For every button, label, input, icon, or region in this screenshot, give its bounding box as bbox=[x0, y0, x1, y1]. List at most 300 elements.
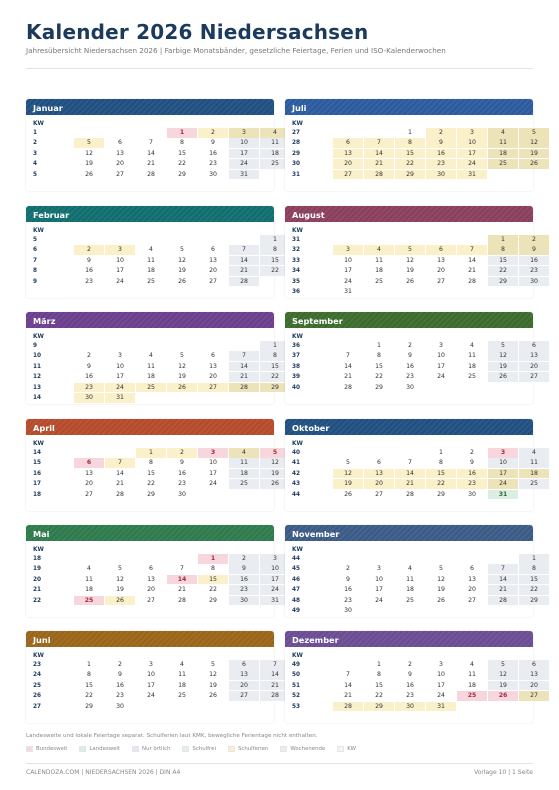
week-row bbox=[26, 479, 279, 489]
day-cell: 4 bbox=[470, 342, 474, 349]
day-cell: 21 bbox=[488, 585, 518, 595]
week-row bbox=[285, 128, 536, 138]
day-cell: 15 bbox=[488, 256, 518, 266]
day-cell: 23 bbox=[344, 596, 352, 604]
day-cell: 10 bbox=[344, 256, 352, 264]
week-row bbox=[26, 691, 279, 701]
day-cell: 10 bbox=[488, 458, 518, 468]
day-cell: 15 bbox=[375, 681, 383, 689]
legend-item bbox=[79, 746, 120, 752]
day-cell: 29 bbox=[147, 490, 155, 498]
footnote: Landesweite und lokale Feiertage separat. Schulferien laut KMK, bewegliche Ferientage nicht enthalten. bbox=[26, 733, 318, 739]
day-cell: 30 bbox=[229, 596, 259, 606]
month-panel bbox=[26, 312, 279, 404]
day-cell bbox=[457, 554, 487, 564]
day-cell: 22 bbox=[85, 692, 93, 700]
week-number: 49 bbox=[292, 608, 301, 614]
day-cell: 29 bbox=[260, 383, 290, 393]
day-cell: 7 bbox=[180, 565, 184, 573]
month-header: Februar bbox=[26, 206, 274, 222]
kw-header: KW bbox=[292, 547, 303, 553]
day-cell: 27 bbox=[519, 372, 549, 382]
day-cell: 16 bbox=[406, 362, 414, 370]
day-cell: 25 bbox=[457, 691, 487, 701]
day-cell: 20 bbox=[209, 373, 217, 381]
day-cell: 22 bbox=[519, 585, 549, 595]
legend-label: Schulferien bbox=[237, 746, 269, 752]
day-cell bbox=[229, 341, 259, 351]
day-cell: 15 bbox=[375, 362, 383, 370]
week-number: 6 bbox=[33, 247, 38, 254]
day-cell: 27 bbox=[229, 691, 259, 701]
day-cell bbox=[488, 170, 518, 180]
day-cell: 6 bbox=[211, 246, 215, 254]
day-cell bbox=[488, 554, 518, 564]
day-cell bbox=[167, 393, 197, 403]
page-subtitle: Jahresübersicht Niedersachsen 2026 | Farbige Monatsbänder, gesetzliche Feiertage, Ferien und ISO-Kalenderwochen bbox=[26, 46, 446, 55]
day-cell: 28 bbox=[116, 490, 124, 498]
day-cell: 12 bbox=[333, 469, 363, 479]
day-cell: 1 bbox=[377, 342, 381, 349]
day-cell bbox=[395, 448, 425, 458]
day-cell bbox=[333, 235, 363, 245]
day-cell: 18 bbox=[468, 362, 476, 370]
week-number: 38 bbox=[292, 363, 301, 370]
week-number: 53 bbox=[292, 703, 301, 710]
day-cell: 23 bbox=[85, 277, 93, 285]
day-cell bbox=[74, 448, 104, 458]
day-cell: 16 bbox=[406, 681, 414, 689]
day-cell: 19 bbox=[85, 160, 93, 168]
week-number: 5 bbox=[33, 171, 38, 178]
week-row bbox=[26, 277, 274, 287]
day-cell bbox=[198, 702, 228, 712]
day-cell: 25 bbox=[178, 692, 186, 700]
day-cell: 27 bbox=[85, 490, 93, 498]
day-cell: 30 bbox=[519, 277, 549, 287]
day-cell: 19 bbox=[488, 681, 518, 691]
day-cell: 3 bbox=[439, 661, 443, 668]
week-number: 25 bbox=[33, 682, 42, 689]
month-panel bbox=[285, 419, 538, 511]
day-cell: 21 bbox=[229, 266, 259, 276]
month-header: April bbox=[26, 419, 274, 435]
day-cell bbox=[105, 341, 135, 351]
day-cell: 6 bbox=[118, 139, 122, 147]
week-row bbox=[285, 170, 533, 180]
day-cell: 29 bbox=[209, 596, 217, 604]
week-number: 17 bbox=[33, 481, 42, 488]
day-cell: 13 bbox=[333, 149, 363, 159]
day-cell bbox=[136, 341, 166, 351]
week-number: 33 bbox=[292, 257, 301, 264]
day-cell: 8 bbox=[377, 352, 381, 360]
legend-item bbox=[26, 746, 67, 752]
day-cell: 5 bbox=[118, 565, 122, 573]
day-cell: 13 bbox=[519, 351, 549, 361]
week-row bbox=[26, 149, 279, 159]
week-number: 39 bbox=[292, 374, 301, 381]
day-cell: 22 bbox=[147, 480, 155, 488]
month-panel bbox=[285, 99, 538, 191]
day-cell: 28 bbox=[229, 277, 259, 287]
day-cell: 13 bbox=[147, 575, 155, 583]
month-header: Januar bbox=[26, 99, 274, 115]
day-cell: 12 bbox=[178, 362, 186, 370]
week-row bbox=[285, 362, 538, 372]
week-row bbox=[285, 235, 536, 245]
day-cell: 17 bbox=[209, 469, 217, 477]
day-cell bbox=[74, 128, 104, 138]
week-number: 11 bbox=[33, 363, 42, 370]
week-row bbox=[285, 372, 538, 382]
day-cell: 8 bbox=[260, 351, 290, 361]
day-cell: 25 bbox=[136, 383, 166, 393]
day-cell: 11 bbox=[260, 138, 290, 148]
day-cell: 17 bbox=[344, 267, 352, 275]
day-cell: 16 bbox=[178, 469, 186, 477]
day-cell: 12 bbox=[85, 149, 93, 157]
day-cell: 13 bbox=[209, 256, 217, 264]
day-cell: 17 bbox=[147, 681, 155, 689]
week-number: 15 bbox=[33, 460, 42, 467]
day-cell: 24 bbox=[147, 692, 155, 700]
day-cell: 21 bbox=[147, 160, 155, 168]
week-row bbox=[285, 351, 538, 361]
day-cell: 5 bbox=[395, 245, 425, 255]
week-row bbox=[26, 170, 274, 180]
day-cell: 22 bbox=[260, 372, 290, 382]
day-cell: 30 bbox=[426, 170, 456, 180]
day-cell: 15 bbox=[85, 681, 93, 689]
day-cell: 13 bbox=[116, 149, 124, 157]
day-cell: 27 bbox=[375, 490, 383, 498]
day-cell: 25 bbox=[260, 159, 290, 169]
day-cell bbox=[136, 393, 166, 403]
kw-header: KW bbox=[33, 441, 44, 447]
day-cell: 14 bbox=[116, 469, 124, 477]
week-row bbox=[26, 681, 279, 691]
week-row bbox=[26, 383, 279, 393]
day-cell bbox=[457, 606, 487, 616]
day-cell bbox=[364, 128, 394, 138]
day-cell: 7 bbox=[457, 245, 487, 255]
day-cell: 5 bbox=[74, 138, 104, 148]
day-cell: 10 bbox=[260, 564, 290, 574]
day-cell: 31 bbox=[488, 490, 518, 500]
day-cell: 10 bbox=[147, 671, 155, 679]
day-cell: 6 bbox=[74, 458, 104, 468]
day-cell: 6 bbox=[333, 138, 363, 148]
day-cell: 24 bbox=[437, 373, 445, 381]
week-row bbox=[285, 479, 538, 489]
week-row bbox=[26, 448, 278, 458]
header-divider bbox=[26, 68, 533, 69]
day-cell: 3 bbox=[118, 352, 122, 360]
legend-swatch bbox=[280, 746, 287, 752]
day-cell: 11 bbox=[468, 671, 476, 679]
week-number: 46 bbox=[292, 576, 301, 583]
day-cell: 2 bbox=[426, 128, 456, 138]
day-cell bbox=[136, 128, 166, 138]
day-cell: 1 bbox=[198, 554, 228, 564]
week-row bbox=[285, 554, 536, 564]
day-cell: 17 bbox=[437, 681, 445, 689]
week-row bbox=[26, 341, 277, 351]
day-cell: 26 bbox=[519, 159, 549, 169]
month-panel bbox=[285, 525, 538, 617]
week-number: 9 bbox=[33, 343, 38, 349]
day-cell bbox=[519, 702, 549, 712]
week-row bbox=[285, 681, 538, 691]
day-cell bbox=[105, 554, 135, 564]
day-cell: 5 bbox=[180, 246, 184, 254]
day-cell: 5 bbox=[488, 660, 518, 670]
day-cell: 15 bbox=[147, 469, 155, 477]
day-cell bbox=[105, 128, 135, 138]
day-cell: 6 bbox=[519, 660, 549, 670]
day-cell: 17 bbox=[229, 149, 259, 159]
day-cell: 21 bbox=[229, 372, 259, 382]
day-cell: 4 bbox=[519, 448, 549, 458]
day-cell: 18 bbox=[147, 373, 155, 381]
month-panel bbox=[285, 312, 538, 404]
day-cell: 26 bbox=[437, 596, 445, 604]
day-cell: 21 bbox=[260, 681, 290, 691]
day-cell: 24 bbox=[488, 479, 518, 489]
week-row bbox=[26, 458, 279, 468]
day-cell: 29 bbox=[85, 702, 93, 710]
day-cell: 24 bbox=[105, 383, 135, 393]
day-cell: 26 bbox=[406, 277, 414, 285]
day-cell: 10 bbox=[375, 575, 383, 583]
day-cell bbox=[519, 490, 549, 500]
day-cell: 17 bbox=[457, 149, 487, 159]
day-cell bbox=[105, 235, 135, 245]
day-cell bbox=[333, 128, 363, 138]
week-row bbox=[26, 266, 279, 276]
day-cell: 15 bbox=[519, 575, 549, 585]
day-cell: 19 bbox=[209, 681, 217, 689]
day-cell bbox=[229, 393, 259, 403]
day-cell: 22 bbox=[260, 266, 290, 276]
week-number: 4 bbox=[33, 161, 38, 168]
day-cell: 14 bbox=[260, 670, 290, 680]
day-cell: 11 bbox=[229, 458, 259, 468]
week-number: 36 bbox=[292, 343, 301, 349]
week-row bbox=[26, 585, 279, 595]
day-cell: 2 bbox=[346, 565, 350, 573]
week-row bbox=[285, 575, 538, 585]
month-panel bbox=[26, 99, 279, 191]
day-cell: 5 bbox=[519, 128, 549, 138]
day-cell: 27 bbox=[468, 596, 476, 604]
day-cell: 22 bbox=[375, 692, 383, 700]
week-row bbox=[285, 383, 533, 393]
day-cell: 3 bbox=[229, 128, 259, 138]
day-cell: 7 bbox=[346, 671, 350, 679]
day-cell: 16 bbox=[426, 149, 456, 159]
day-cell: 28 bbox=[364, 170, 394, 180]
day-cell: 7 bbox=[488, 564, 518, 574]
week-number: 49 bbox=[292, 662, 301, 668]
day-cell: 8 bbox=[377, 671, 381, 679]
day-cell: 18 bbox=[229, 469, 259, 479]
day-cell bbox=[167, 235, 197, 245]
day-cell: 30 bbox=[116, 702, 124, 710]
kw-header: KW bbox=[33, 334, 44, 340]
day-cell: 30 bbox=[178, 490, 186, 498]
week-number: 2 bbox=[33, 140, 38, 147]
day-cell: 9 bbox=[211, 139, 215, 147]
day-cell: 20 bbox=[437, 267, 445, 275]
legend-swatch bbox=[79, 746, 86, 752]
day-cell: 4 bbox=[149, 352, 153, 360]
week-row bbox=[285, 159, 538, 169]
day-cell: 1 bbox=[260, 341, 290, 351]
day-cell: 19 bbox=[488, 362, 518, 372]
day-cell: 18 bbox=[519, 469, 549, 479]
day-cell: 23 bbox=[209, 160, 217, 168]
day-cell: 28 bbox=[178, 596, 186, 604]
day-cell: 5 bbox=[439, 565, 443, 573]
day-cell: 16 bbox=[85, 267, 93, 275]
day-cell: 12 bbox=[406, 256, 414, 264]
day-cell: 11 bbox=[375, 256, 383, 264]
day-cell: 4 bbox=[260, 128, 290, 138]
day-cell: 28 bbox=[406, 490, 414, 498]
day-cell bbox=[229, 702, 259, 712]
week-number: 45 bbox=[292, 566, 301, 573]
day-cell bbox=[519, 170, 549, 180]
day-cell: 27 bbox=[437, 277, 445, 285]
day-cell: 31 bbox=[426, 702, 456, 712]
day-cell: 30 bbox=[344, 607, 352, 614]
day-cell: 1 bbox=[439, 449, 443, 456]
week-number: 18 bbox=[33, 556, 42, 562]
week-row bbox=[285, 458, 538, 468]
day-cell: 19 bbox=[260, 469, 290, 479]
day-cell: 16 bbox=[457, 469, 487, 479]
day-cell: 11 bbox=[406, 575, 414, 583]
day-cell: 2 bbox=[470, 449, 474, 456]
day-cell: 15 bbox=[395, 149, 425, 159]
day-cell: 3 bbox=[149, 661, 153, 668]
day-cell: 4 bbox=[180, 661, 184, 668]
legend-swatch bbox=[26, 746, 33, 752]
day-cell: 20 bbox=[519, 681, 549, 691]
day-cell bbox=[426, 554, 456, 564]
legend-swatch bbox=[132, 746, 139, 752]
day-cell: 19 bbox=[116, 586, 124, 594]
day-cell: 14 bbox=[364, 149, 394, 159]
week-number: 37 bbox=[292, 353, 301, 360]
day-cell: 26 bbox=[209, 692, 217, 700]
day-cell: 26 bbox=[167, 383, 197, 393]
day-cell: 13 bbox=[209, 362, 217, 370]
day-cell: 8 bbox=[211, 565, 215, 573]
week-row bbox=[285, 266, 538, 276]
week-row bbox=[285, 660, 536, 670]
day-cell: 29 bbox=[395, 170, 425, 180]
day-cell: 24 bbox=[260, 585, 290, 595]
day-cell: 28 bbox=[344, 383, 352, 391]
week-row bbox=[26, 670, 279, 680]
day-cell: 3 bbox=[198, 448, 228, 458]
day-cell: 28 bbox=[147, 170, 155, 178]
day-cell: 24 bbox=[229, 159, 259, 169]
day-cell: 10 bbox=[116, 362, 124, 370]
day-cell: 19 bbox=[178, 373, 186, 381]
day-cell: 16 bbox=[209, 149, 217, 157]
day-cell: 9 bbox=[346, 575, 350, 583]
week-row bbox=[26, 128, 277, 138]
day-cell: 26 bbox=[488, 691, 518, 701]
day-cell: 4 bbox=[229, 448, 259, 458]
day-cell: 15 bbox=[260, 256, 290, 266]
day-cell: 10 bbox=[457, 138, 487, 148]
day-cell: 31 bbox=[260, 596, 290, 606]
day-cell: 8 bbox=[87, 671, 91, 679]
legend-swatch bbox=[182, 746, 189, 752]
week-number: 34 bbox=[292, 268, 301, 275]
day-cell: 25 bbox=[519, 479, 549, 489]
day-cell bbox=[136, 235, 166, 245]
week-row bbox=[285, 287, 533, 297]
day-cell: 18 bbox=[488, 149, 518, 159]
day-cell: 24 bbox=[116, 277, 124, 285]
week-row bbox=[285, 277, 538, 287]
day-cell: 20 bbox=[364, 479, 394, 489]
day-cell: 8 bbox=[439, 459, 443, 467]
week-row bbox=[26, 138, 279, 148]
month-header: Mai bbox=[26, 525, 274, 541]
day-cell: 14 bbox=[395, 469, 425, 479]
day-cell: 1 bbox=[519, 554, 549, 564]
day-cell bbox=[136, 702, 166, 712]
day-cell: 9 bbox=[470, 459, 474, 467]
day-cell: 5 bbox=[260, 448, 290, 458]
month-header: Dezember bbox=[285, 631, 533, 647]
day-cell: 24 bbox=[375, 596, 383, 604]
week-number: 40 bbox=[292, 450, 301, 456]
week-row bbox=[285, 596, 538, 606]
week-number: 13 bbox=[33, 384, 42, 391]
day-cell: 26 bbox=[85, 170, 93, 178]
day-cell: 30 bbox=[406, 383, 414, 391]
day-cell: 18 bbox=[147, 267, 155, 275]
week-number: 16 bbox=[33, 470, 42, 477]
day-cell: 13 bbox=[437, 256, 445, 264]
day-cell: 26 bbox=[260, 479, 290, 489]
week-row bbox=[285, 702, 533, 712]
day-cell: 1 bbox=[136, 448, 166, 458]
week-row bbox=[285, 606, 533, 616]
day-cell: 20 bbox=[147, 586, 155, 594]
day-cell: 22 bbox=[426, 479, 456, 489]
day-cell: 18 bbox=[85, 586, 93, 594]
week-row bbox=[26, 564, 279, 574]
day-cell bbox=[167, 341, 197, 351]
week-row bbox=[285, 564, 536, 574]
day-cell: 23 bbox=[457, 479, 487, 489]
day-cell bbox=[488, 383, 518, 393]
footer-right: Vorlage 10 | 1 Seite bbox=[474, 769, 533, 776]
week-number: 43 bbox=[292, 481, 301, 488]
week-number: 10 bbox=[33, 353, 42, 360]
day-cell: 18 bbox=[260, 149, 290, 159]
day-cell bbox=[457, 235, 487, 245]
